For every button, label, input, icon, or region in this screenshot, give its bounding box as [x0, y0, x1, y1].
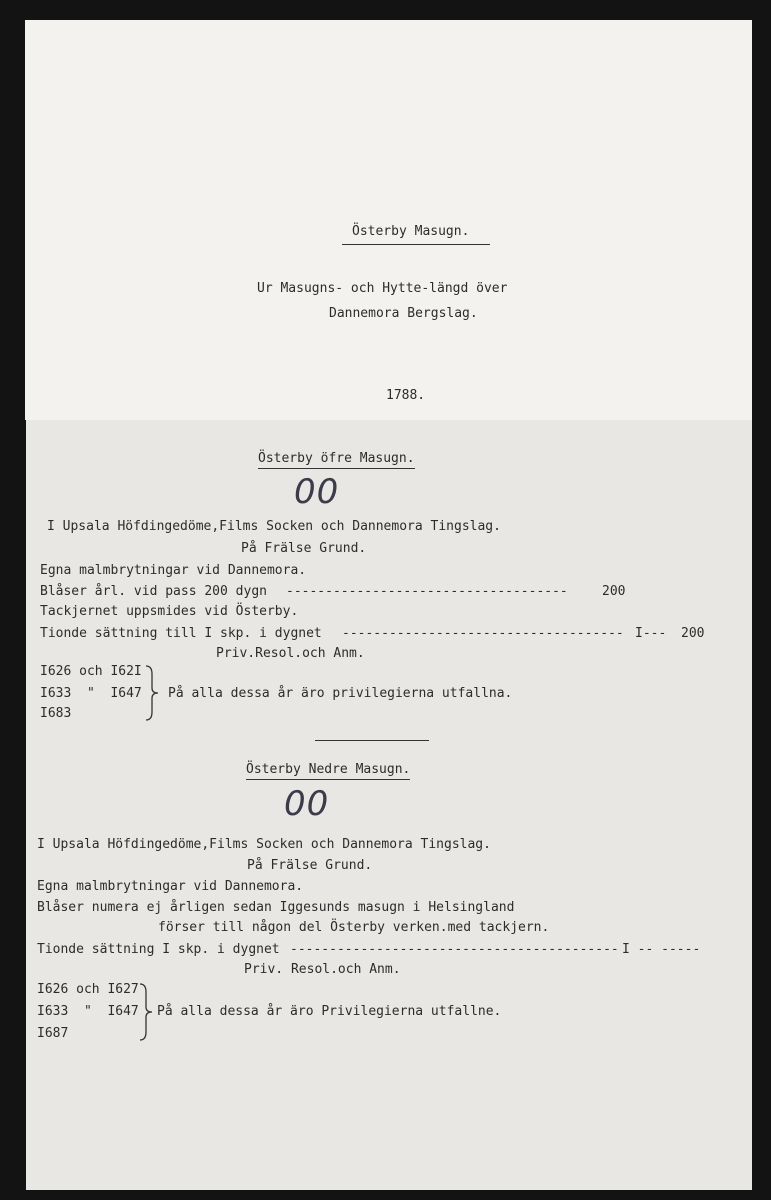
section2-years-row1: I626 och I627: [37, 982, 139, 997]
subtitle-line-2: Dannemora Bergslag.: [329, 306, 478, 321]
section1-tithe: Tionde sättning till I skp. i dygnet: [40, 626, 322, 641]
document-year: 1788.: [386, 388, 426, 403]
subtitle-line-1: Ur Masugns- och Hytte-längd över: [257, 281, 508, 296]
section2-handwritten-mark: 00: [284, 784, 330, 824]
section2-years-row2: I633 " I647: [37, 1004, 139, 1019]
section2-tithe: Tionde sättning I skp. i dygnet: [37, 942, 280, 957]
section1-tithe-value: 200: [681, 626, 705, 641]
section1-blows: Blåser årl. vid pass 200 dygn: [40, 584, 267, 599]
section2-blows-cont: förser till någon del Österby verken.med tackjern.: [158, 920, 550, 935]
section2-years-row3: I687: [37, 1026, 69, 1041]
section1-heading: Österby öfre Masugn.: [258, 451, 415, 469]
section1-mining: Egna malmbrytningar vid Dannemora.: [40, 563, 307, 578]
section-divider: [315, 740, 429, 741]
section1-privilege-note: På alla dessa år äro privilegierna utfallna.: [168, 686, 513, 701]
section2-ground: På Frälse Grund.: [247, 858, 373, 873]
section1-ground: På Frälse Grund.: [241, 541, 367, 556]
section2-mining: Egna malmbrytningar vid Dannemora.: [37, 879, 304, 894]
section1-blows-dashes: ------------------------------------: [286, 584, 568, 599]
section2-priv-heading: Priv. Resol.och Anm.: [244, 962, 401, 977]
section2-tithe-mid: I -- -----: [622, 942, 701, 957]
upper-sheet: [25, 20, 752, 420]
document-title: Österby Masugn.: [352, 224, 470, 239]
section1-blows-value: 200: [602, 584, 626, 599]
lower-sheet: [26, 420, 752, 1190]
section1-years-row1: I626 och I62I: [40, 664, 142, 679]
section2-blows: Blåser numera ej årligen sedan Iggesunds masugn i Helsingland: [37, 900, 515, 915]
section1-handwritten-mark: 00: [294, 472, 340, 512]
section1-brace: [144, 664, 162, 722]
section2-heading: Österby Nedre Masugn.: [246, 762, 410, 780]
section1-location: I Upsala Höfdingedöme,Films Socken och Dannemora Tingslag.: [47, 519, 501, 534]
section2-privilege-note: På alla dessa år äro Privilegierna utfallne.: [157, 1004, 502, 1019]
section1-pig-iron: Tackjernet uppsmides vid Österby.: [40, 604, 299, 619]
section1-years-row3: I683: [40, 706, 72, 721]
section1-priv-heading: Priv.Resol.och Anm.: [216, 646, 365, 661]
title-underline: [342, 244, 490, 245]
section1-years-row2: I633 " I647: [40, 686, 142, 701]
section1-tithe-dashes: ------------------------------------: [342, 626, 624, 641]
section2-brace: [138, 982, 156, 1042]
section2-location: I Upsala Höfdingedöme,Films Socken och Dannemora Tingslag.: [37, 837, 491, 852]
section1-tithe-mid: I---: [635, 626, 667, 641]
section2-tithe-dashes: ------------------------------------------: [290, 942, 619, 957]
